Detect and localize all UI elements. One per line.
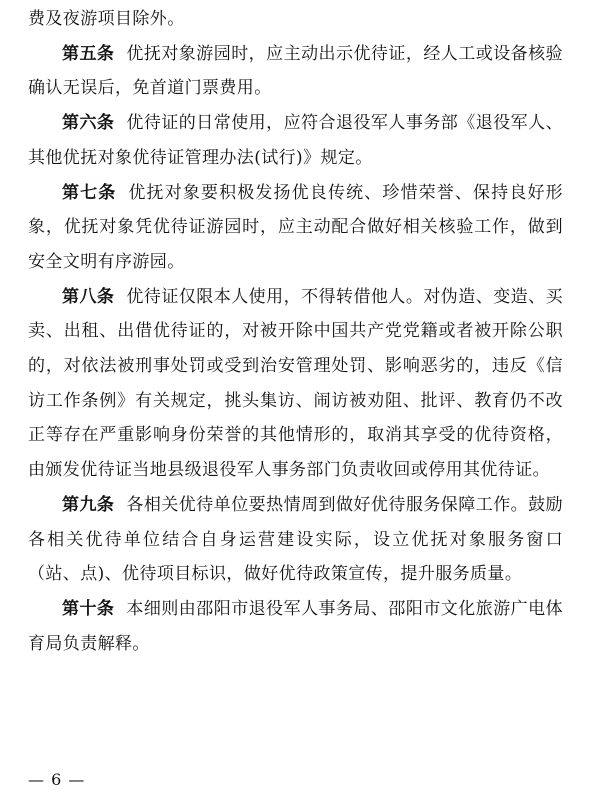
- page-number: — 6 —: [28, 770, 86, 789]
- article-10-label: 第十条: [62, 598, 115, 619]
- article-7: [28, 176, 563, 280]
- article-8-text: 优待证仅限本人使用，不得转借他人。对伪造、变造、买卖、出租、出借优待证的，对被开除中国共产党党籍或者被开除公职的，对依法被刑事处罚或受到治安管理处罚、影响恶劣的，违反《信访工作条例》有关规定，挑头集访、闹访被劝阻、批评、教育仍不改正等存在严重影响身份荣誉的其他情形的，取消其享受的优待资格，由颁发优待证当地县级退役军人事务部门负责收回或停用其优待证。: [28, 286, 564, 481]
- article-5: [28, 37, 563, 106]
- document-body: [28, 2, 563, 661]
- article-5-label: 第五条: [62, 43, 115, 64]
- article-8-label: 第八条: [62, 286, 115, 307]
- article-6: [28, 106, 563, 175]
- article-6-label: 第六条: [62, 113, 115, 134]
- article-8: [28, 280, 563, 488]
- continuation-text: 费及夜游项目除外。: [28, 9, 185, 29]
- article-6-text: 优待证的日常使用，应符合退役军人事务部《退役军人、其他优抚对象优待证管理办法(试行)》规定。: [28, 113, 564, 168]
- paragraph-continuation: [28, 2, 563, 37]
- article-10-text: 本细则由邵阳市退役军人事务局、邵阳市文化旅游广电体育局负责解释。: [28, 598, 564, 654]
- article-7-label: 第七条: [62, 182, 117, 203]
- article-9: [28, 488, 563, 592]
- article-9-label: 第九条: [62, 494, 115, 515]
- article-5-text: 优抚对象游园时，应主动出示优待证，经人工或设备核验确认无误后，免首道门票费用。: [28, 43, 564, 99]
- article-9-text: 各相关优待单位要热情周到做好优待服务保障工作。鼓励各相关优待单位结合自身运营建设实际，设立优抚对象服务窗口（站、点)、优待项目标识，做好优待政策宣传，提升服务质量。: [28, 494, 564, 585]
- article-7-text: 优抚对象要积极发扬优良传统、珍惜荣誉、保持良好形象，优抚对象凭优待证游园时，应主动配合做好相关核验工作，做到安全文明有序游园。: [28, 182, 563, 272]
- article-10: [28, 592, 563, 661]
